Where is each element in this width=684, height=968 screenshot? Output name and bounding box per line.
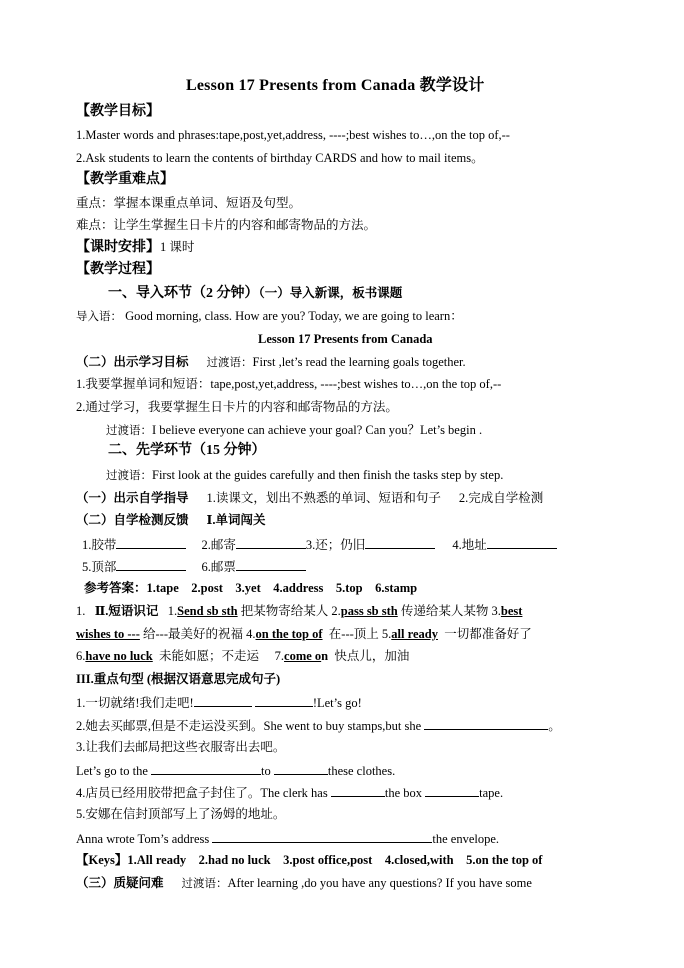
sentence-1-en: !Let’s go! (312, 696, 362, 710)
keys-answers: 1.All ready 2.had no luck 3.post office,post 4.closed,with 5.on the top of (127, 853, 543, 867)
intro-label: 导入语： (76, 311, 122, 323)
phrase-6: have no luck (85, 649, 153, 663)
word-5-label: 5.顶部 (82, 560, 117, 574)
self-study-task-1: 1.读课文，划出不熟悉的单词、短语和句子 (206, 491, 441, 505)
reference-label: 参考答案： (84, 581, 147, 595)
phrase-2: pass sb sth (340, 604, 398, 618)
phrase-5: all ready (391, 627, 438, 641)
word-6-label: 6.邮票 (201, 560, 236, 574)
heading-goals: 【教学目标】 (76, 104, 160, 119)
self-study-guide-line (76, 490, 543, 506)
sentence-1 (76, 694, 362, 711)
transition-label: 过渡语： (206, 357, 253, 369)
section-2-title: 二、先学环节（15 分钟） (108, 443, 266, 458)
sentence-3-b: to (261, 764, 271, 778)
sentence-3-blank-a[interactable] (151, 762, 261, 775)
section-1-title: 一、导入环节（2 分钟） (108, 286, 259, 301)
heading-key-points: 【教学重难点】 (76, 172, 174, 187)
sentence-3-blank-b[interactable] (274, 762, 328, 775)
objectives-label: （二）出示学习目标 (76, 355, 189, 369)
sentence-2 (76, 717, 561, 734)
phrase-4-cn: 在---顶上 5. (322, 627, 392, 641)
section-1-sub: （一）导入新课，板书课题 (258, 286, 403, 300)
sentence-5-en (76, 830, 499, 847)
sentence-1-blank-a[interactable] (194, 694, 252, 707)
sentence-1-blank-b[interactable] (255, 694, 313, 707)
lesson-title-center: Lesson 17 Presents from Canada (258, 332, 433, 346)
word-1-blank[interactable] (116, 536, 186, 549)
word-6-blank[interactable] (236, 558, 306, 571)
objective-2: 2.通过学习，我要掌握生日卡片的内容和邮寄物品的方法。 (76, 400, 398, 414)
phrase-1-num: 1. (167, 604, 178, 618)
heading-schedule: 【课时安排】 (76, 240, 160, 255)
phrase-5-cn: 一切都准备好了 (437, 627, 532, 641)
phrase-6-num: 6. (76, 649, 86, 663)
self-check-label: （二）自学检测反馈 (76, 513, 189, 527)
phrase-line-2 (76, 626, 532, 642)
sentence-3-en (76, 762, 395, 779)
sentence-5-b: the envelope. (432, 832, 500, 846)
sentence-5-blank[interactable] (212, 830, 432, 843)
questions-line (76, 875, 532, 892)
phrase-section-title: Ⅱ.短语识记 (94, 604, 159, 618)
transition-2-text: I believe everyone can achieve your goal? Can you？Let’s begin . (152, 423, 483, 437)
phrase-7-end: n (321, 649, 329, 663)
phrase-line-1 (76, 603, 522, 619)
intro-text: Good morning, class. How are you? Today, we are going to learn： (122, 309, 463, 323)
sentence-4-blank-a[interactable] (331, 784, 385, 797)
difficult-point: 难点：让学生掌握生日卡片的内容和邮寄物品的方法。 (76, 218, 377, 232)
sentence-3-a: Let’s go to the (76, 764, 148, 778)
phrase-1: Send sb sth (177, 604, 238, 618)
heading-process: 【教学过程】 (76, 262, 160, 277)
keys-line (76, 852, 542, 868)
word-3-label: 3.还；仍旧 (305, 538, 366, 552)
word-3-blank[interactable] (365, 536, 435, 549)
self-study-task-2: 2.完成自学检测 (458, 491, 544, 505)
self-check-line (76, 512, 266, 528)
objectives-line (76, 354, 466, 371)
keys-label: 【Keys】 (76, 853, 128, 867)
schedule-value: 1 课时 (160, 240, 195, 254)
key-point: 重点：掌握本课重点单词、短语及句型。 (76, 196, 302, 210)
sentence-section-title: III.重点句型 (根据汉语意思完成句子) (76, 672, 281, 686)
word-row-2 (82, 558, 306, 575)
sentence-5-cn: 5.安娜在信封顶部写上了汤姆的地址。 (76, 807, 286, 821)
transition-3-label: 过渡语： (106, 470, 152, 482)
sentence-1-cn: 1.一切就绪!我们走吧! (76, 696, 194, 710)
goal-2: 2.Ask students to learn the contents of birthday CARDS and how to mail items。 (76, 151, 484, 165)
word-challenge-label: Ⅰ.单词闯关 (206, 513, 266, 527)
sentence-4-b: the box (384, 786, 422, 800)
goal-1: 1.Master words and phrases:tape,post,yet,address, ----;best wishes to…,on the top of,-- (76, 128, 510, 142)
word-1-label: 1.胶带 (82, 538, 117, 552)
objectives-text: First ,let’s read the learning goals together. (252, 355, 466, 369)
self-study-guide-label: （一）出示自学指导 (76, 491, 189, 505)
phrase-7-cn: 快点儿，加油 (328, 649, 410, 663)
transition-3-line (106, 467, 503, 484)
sentence-4 (76, 784, 503, 801)
phrase-6-cn: 未能如愿；不走运 7. (152, 649, 285, 663)
sentence-3-c: these clothes. (327, 764, 396, 778)
transition-2-label: 过渡语： (106, 425, 152, 437)
phrase-3: best (500, 604, 523, 618)
section-1-line (108, 285, 402, 302)
word-2-blank[interactable] (236, 536, 306, 549)
document-title: Lesson 17 Presents from Canada 教学设计 (186, 77, 485, 94)
word-5-blank[interactable] (116, 558, 186, 571)
reference-answers: 1.tape 2.post 3.yet 4.address 5.top 6.stamp (146, 581, 418, 595)
phrase-line-3 (76, 648, 409, 664)
sentence-3-cn: 3.让我们去邮局把这些衣服寄出去吧。 (76, 740, 286, 754)
questions-label: （三）质疑问难 (76, 876, 164, 890)
sentence-2-blank[interactable] (424, 717, 548, 730)
word-2-label: 2.邮寄 (201, 538, 236, 552)
phrase-3-cont: wishes to --- (76, 627, 140, 641)
sentence-4-blank-b[interactable] (425, 784, 479, 797)
word-4-blank[interactable] (487, 536, 557, 549)
schedule-line (76, 239, 194, 256)
questions-text: After learning ,do you have any questions? If you have some (227, 876, 532, 890)
phrase-4: on the top of (255, 627, 323, 641)
phrase-2-cn: 传递给某人某物 3. (397, 604, 501, 618)
sentence-5-a: Anna wrote Tom’s address (76, 832, 210, 846)
sentence-2-text: 2.她去买邮票,但是不走运没买到。She went to buy stamps,but she (76, 719, 422, 733)
sentence-4-a: 4.店员已经用胶带把盒子封住了。The clerk has (76, 786, 328, 800)
transition-2-line (106, 422, 482, 439)
phrase-section-num: 1. (76, 604, 86, 618)
intro-line (76, 308, 463, 325)
reference-answers-line (84, 580, 417, 596)
word-row-1 (82, 536, 557, 553)
phrase-7: come o (284, 649, 322, 663)
sentence-4-c: tape. (479, 786, 504, 800)
phrase-3-cn: 给---最美好的祝福 4. (139, 627, 256, 641)
objective-1: 1.我要掌握单词和短语：tape,post,yet,address, ----;best wishes to…,on the top of,-- (76, 377, 502, 391)
phrase-1-cn: 把某物寄给某人 2. (237, 604, 341, 618)
word-4-label: 4.地址 (452, 538, 487, 552)
questions-transition-label: 过渡语： (181, 878, 228, 890)
sentence-2-end: 。 (548, 719, 561, 733)
transition-3-text: First look at the guides carefully and then finish the tasks step by step. (152, 468, 504, 482)
